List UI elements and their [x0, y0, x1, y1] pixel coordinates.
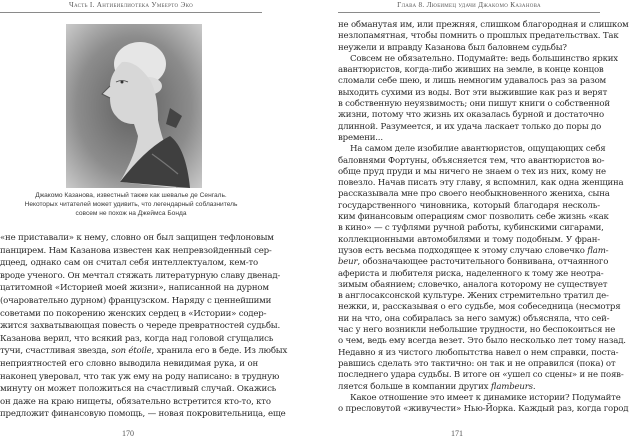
text-run: о чем, ведь ему всегда везет. Это было несколько лет тому назад.: [338, 336, 626, 347]
text-line: [0, 408, 286, 421]
text-run: советами по покорению женских сердец в «Истории» содер-: [0, 308, 267, 319]
text-line: [338, 268, 604, 280]
text-line: [0, 295, 272, 308]
text-run: обще пруд пруди и мы ничего не знаем о тех из них, кому не: [338, 166, 606, 177]
text-run: жится захватывающая повесть о череде превратностей судьбы.: [0, 321, 280, 332]
text-run: неужели и вправду Казанова был баловнем судьбы?: [338, 42, 567, 53]
text-run: в англосаксонской культуре. Жених стремительно тратил де-: [338, 291, 609, 302]
text-line: [338, 20, 629, 31]
text-run: вроде ученого. Он мечтал стяжать литературную славу двенад-: [0, 270, 281, 281]
text-line: [338, 178, 624, 189]
page-number: 171: [451, 429, 463, 438]
text-line: [338, 223, 604, 234]
text-run: ким финансовым операциям смог позволить себе жизнь «как: [338, 212, 609, 223]
text-run: наконец уверовал, что так уж ему на роду написано: в трудную: [0, 371, 280, 382]
text-line: [0, 371, 280, 384]
running-head: Часть I. Антибиблиотека Умберто Эко: [69, 1, 193, 9]
text-run: цатитомной «Историей моей жизни», написанной на дурном: [0, 283, 269, 294]
italic-foreign-word: beur: [338, 257, 358, 268]
text-run: повезло. Начав писать эту главу, я вспомнил, как одна женщина: [338, 178, 624, 189]
text-run: На самом деле изобилие авантюристов, ощущающих себя: [350, 144, 606, 155]
text-run: панцирем. Нам Казанова известен как непревзойденный сер-: [0, 245, 272, 256]
text-run: предложит финансовую помощь, — новая покровительница, еще: [0, 409, 286, 420]
text-run: последнего удара судьбы. В итоге он «ушел со сцены» и не появ-: [338, 370, 624, 381]
text-run: ни на что, она собиралась за него замуж) объясняла, что сей-: [338, 313, 610, 324]
text-line: [338, 87, 608, 99]
text-line: [338, 347, 619, 359]
text-line: [338, 392, 621, 404]
right-page: [300, 0, 629, 440]
text-run: Недавно я из чистого любопытства навел о нем справки, поста-: [338, 347, 619, 358]
text-run: рассказывала мне про своего необыкновенного жениха, сына: [338, 189, 610, 200]
text-line: [338, 325, 616, 336]
text-run: ляется больше в компании других: [338, 381, 491, 392]
text-line: [0, 232, 274, 245]
text-line: [338, 302, 621, 313]
text-run: (очаровательно дурном) французском. Наряду с ценнейшими: [0, 295, 272, 306]
text-line: [0, 396, 271, 409]
text-run: он даже на краю нищеты, обязательно встретится кто-то, кто: [0, 396, 271, 407]
text-line: [338, 370, 624, 381]
text-run: нежки, и, рассказывая о его судьбе, моя собеседница (несмотря: [338, 302, 621, 313]
text-line: [338, 31, 619, 42]
text-run: длинной. Разумеется, и их удача ласкает только до поры до: [338, 121, 602, 132]
text-line: [338, 336, 626, 347]
text-run: незлопамятная, чтобы помнить о прошлых предательствах. Так: [338, 31, 619, 42]
text-line: [338, 279, 608, 291]
text-run: Казанова верил, что всякий раз, когда над головой сгущались: [0, 333, 274, 344]
italic-foreign-word: son étoile: [111, 346, 152, 357]
text-line: [338, 313, 610, 325]
text-line: [0, 345, 288, 358]
image-caption: [0, 191, 262, 218]
text-line: [338, 144, 606, 155]
text-run: , хранила его в беде. Из любых: [151, 346, 288, 357]
body-text: [0, 232, 288, 421]
text-line: [338, 291, 609, 302]
text-run: баловнями Фортуны, объясняется тем, что авантюристов во-: [338, 155, 605, 166]
text-run: тучи, счастливая звезда,: [0, 346, 112, 357]
text-line: [0, 383, 277, 396]
text-run: Совсем не обязательно. Подумайте: ведь большинство ярких: [350, 53, 618, 64]
text-line: [338, 201, 600, 212]
text-line: [338, 99, 610, 110]
text-line: [0, 320, 280, 333]
text-run: неприятностей его словно выводила невидимая рука, и он: [0, 358, 258, 369]
text-line: [0, 358, 258, 371]
text-line: [338, 189, 610, 200]
text-line: [338, 76, 607, 87]
text-run: час у него возникли небольшие трудности, но беспокоиться не: [338, 325, 616, 336]
page-number: 170: [122, 429, 134, 438]
text-line: [0, 270, 281, 283]
text-line: [338, 122, 600, 133]
text-run: , обозначающее расточительного бонвивана, отчаянного: [357, 257, 609, 268]
text-line: [338, 65, 604, 76]
text-line: [338, 404, 629, 415]
casanova-portrait-image: [66, 24, 202, 188]
text-run: времени...: [338, 132, 383, 143]
italic-foreign-word: flam-: [587, 245, 609, 256]
header-rule: [338, 12, 600, 13]
text-line: [338, 133, 600, 144]
caption-line: совсем не похож на Джеймса Бонда: [75, 210, 187, 217]
caption-line: Некоторых читателей может удивить, что легендарный соблазнитель: [24, 201, 238, 208]
text-line: [338, 245, 609, 257]
text-line: [0, 257, 258, 270]
text-run: сломали себе шею, и лишь немногим удавалось раз за разом: [338, 76, 607, 87]
text-run: жизни, потому что жизнь их оказалась бурной и достаточно: [338, 110, 604, 121]
text-run: Какое отношение это имеет к динамике истории? Подумайте: [350, 392, 621, 403]
text-run: не обманутая им, или прежняя, слишком благородная и слишком: [338, 20, 629, 30]
text-run: государственного чиновника, который благодаря несколь-: [338, 200, 600, 211]
text-line: [338, 53, 618, 65]
text-run: о пресловутой «живучести» Нью-Йорка. Каждый раз, когда город: [338, 404, 629, 415]
text-line: [0, 308, 267, 321]
text-line: [338, 257, 609, 268]
text-run: зимым обаянием; словечко, аналога которому не существует: [338, 279, 608, 290]
text-run: авантюристов, когда-либо живших на земле, в конце концов: [338, 65, 604, 76]
text-line: [0, 333, 274, 346]
text-run: минуту он может положиться на счастливый случай. Окажись: [0, 384, 277, 395]
running-head: Глава 8. Любимец удачи Джакомо Казанова: [397, 1, 541, 9]
text-run: цузов есть весьма подходящее к этому случаю словечко: [338, 245, 588, 256]
header-rule: [0, 12, 262, 13]
text-run: дцеед, однако сам он считал себя интеллектуалом, кем-то: [0, 258, 258, 269]
portrait-engraving-icon: [66, 24, 202, 188]
left-page: [0, 0, 300, 440]
caption-line: Джакомо Казанова, известный также как шевалье де Сенгаль.: [35, 192, 227, 199]
text-run: в собственную неуязвимость; они пишут книги о собственной: [338, 99, 610, 110]
text-line: [338, 382, 600, 393]
text-run: коллекционными автомобилями и тому подобным. У фран-: [338, 234, 600, 245]
text-line: [0, 282, 269, 295]
italic-foreign-word: flambeurs: [490, 381, 533, 392]
text-run: в кино» — с туфлями ручной работы, кубинскими сигарами,: [338, 223, 604, 234]
text-run: выходить сухими из воды. Вот эти выжившие как раз и верят: [338, 87, 608, 98]
text-run: .: [532, 381, 536, 392]
text-line: [338, 155, 605, 167]
text-line: [338, 43, 600, 54]
text-line: [338, 212, 609, 223]
text-line: [338, 358, 616, 370]
body-text: [338, 20, 629, 415]
text-line: [0, 245, 272, 258]
text-run: афериста и любителя риска, наделенного к тому же неотра-: [338, 268, 604, 279]
text-run: равшись сделать это тактично: он так и не оправился (пока) от: [338, 358, 616, 369]
text-run: «не приставали» к нему, словно он был защищен тефлоновым: [0, 233, 274, 243]
text-line: [338, 235, 600, 246]
text-line: [338, 166, 606, 178]
text-line: [338, 110, 604, 121]
